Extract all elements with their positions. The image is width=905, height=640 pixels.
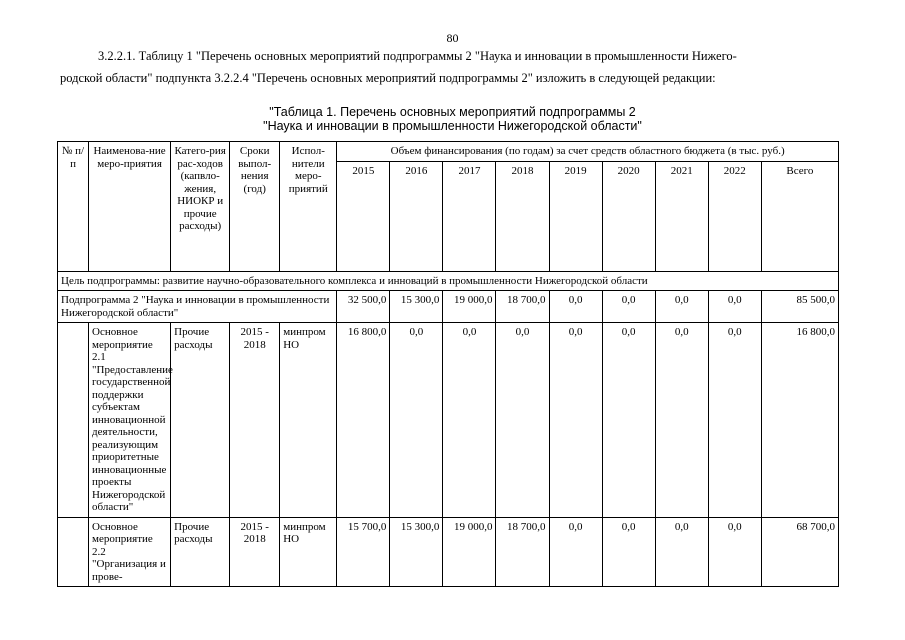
header-num: № п/п bbox=[58, 142, 89, 272]
value-cell: 0,0 bbox=[549, 517, 602, 587]
row-executor: минпром НО bbox=[280, 517, 337, 587]
header-funding: Объем финансирования (по годам) за счет средств областного бюджета (в тыс. руб.) bbox=[337, 142, 839, 162]
row-num bbox=[58, 323, 89, 518]
total-cell: 68 700,0 bbox=[761, 517, 838, 587]
row-executor: минпром НО bbox=[280, 323, 337, 518]
header-terms: Сроки выпол-нения (год) bbox=[230, 142, 280, 272]
header-year: 2015 bbox=[337, 161, 390, 271]
header-name: Наименова-ние меро-приятия bbox=[89, 142, 171, 272]
subprogram-row bbox=[58, 291, 839, 323]
header-executors: Испол-нители меро-приятий bbox=[280, 142, 337, 272]
value-cell: 0,0 bbox=[602, 517, 655, 587]
table-row bbox=[58, 323, 839, 518]
header-year: 2020 bbox=[602, 161, 655, 271]
row-category: Прочие расходы bbox=[171, 323, 230, 518]
value-cell: 0,0 bbox=[708, 323, 761, 518]
intro-paragraph bbox=[60, 45, 855, 89]
row-category: Прочие расходы bbox=[171, 517, 230, 587]
value-cell: 0,0 bbox=[708, 291, 761, 323]
header-total: Всего bbox=[761, 161, 838, 271]
table-caption bbox=[0, 105, 905, 133]
page-number: 80 bbox=[446, 31, 459, 45]
value-cell: 19 000,0 bbox=[443, 291, 496, 323]
row-num bbox=[58, 517, 89, 587]
header-year: 2022 bbox=[708, 161, 761, 271]
intro-line-1: 3.2.2.1. Таблицу 1 "Перечень основных мероприятий подпрограммы 2 "Наука и инновации в промышленности Нижего- bbox=[98, 49, 737, 63]
value-cell: 15 700,0 bbox=[337, 517, 390, 587]
value-cell: 0,0 bbox=[549, 323, 602, 518]
total-cell: 85 500,0 bbox=[761, 291, 838, 323]
value-cell: 0,0 bbox=[549, 291, 602, 323]
caption-line-1: "Таблица 1. Перечень основных мероприятий подпрограммы 2 bbox=[269, 105, 636, 119]
value-cell: 19 000,0 bbox=[443, 517, 496, 587]
value-cell: 18 700,0 bbox=[496, 517, 549, 587]
header-year: 2016 bbox=[390, 161, 443, 271]
subprogram-name: Подпрограмма 2 "Наука и инновации в промышленности Нижегородской области" bbox=[58, 291, 337, 323]
row-terms: 2015 - 2018 bbox=[230, 517, 280, 587]
value-cell: 0,0 bbox=[655, 291, 708, 323]
value-cell: 18 700,0 bbox=[496, 291, 549, 323]
value-cell: 0,0 bbox=[602, 323, 655, 518]
value-cell: 0,0 bbox=[655, 517, 708, 587]
row-terms: 2015 - 2018 bbox=[230, 323, 280, 518]
value-cell: 0,0 bbox=[443, 323, 496, 518]
header-year: 2021 bbox=[655, 161, 708, 271]
value-cell: 15 300,0 bbox=[390, 291, 443, 323]
header-year: 2019 bbox=[549, 161, 602, 271]
header-category: Катего-рия рас-ходов (капвло-жения, НИОКР и прочие расходы) bbox=[171, 142, 230, 272]
header-year: 2017 bbox=[443, 161, 496, 271]
row-name: Основное мероприятие 2.1 "Предоставление государственной поддержки субъектам инновационной деятельности, реализующим приоритетные инновационные проекты Нижегородской области" bbox=[89, 323, 171, 518]
value-cell: 0,0 bbox=[708, 517, 761, 587]
header-row-1 bbox=[58, 142, 839, 162]
value-cell: 32 500,0 bbox=[337, 291, 390, 323]
value-cell: 0,0 bbox=[390, 323, 443, 518]
intro-line-2: родской области" подпункта 3.2.2.4 "Перечень основных мероприятий подпрограммы 2" изложить в следующей редакции: bbox=[60, 71, 716, 85]
total-cell: 16 800,0 bbox=[761, 323, 838, 518]
caption-line-2: "Наука и инновации в промышленности Нижегородской области" bbox=[263, 119, 642, 133]
value-cell: 15 300,0 bbox=[390, 517, 443, 587]
header-year: 2018 bbox=[496, 161, 549, 271]
activities-table bbox=[57, 141, 839, 587]
goal-text: Цель подпрограммы: развитие научно-образовательного комплекса и инноваций в промышленности Нижегородской области bbox=[58, 271, 839, 291]
goal-row bbox=[58, 271, 839, 291]
table-row bbox=[58, 517, 839, 587]
value-cell: 16 800,0 bbox=[337, 323, 390, 518]
value-cell: 0,0 bbox=[602, 291, 655, 323]
row-name: Основное мероприятие 2.2 "Организация и прове- bbox=[89, 517, 171, 587]
value-cell: 0,0 bbox=[496, 323, 549, 518]
value-cell: 0,0 bbox=[655, 323, 708, 518]
